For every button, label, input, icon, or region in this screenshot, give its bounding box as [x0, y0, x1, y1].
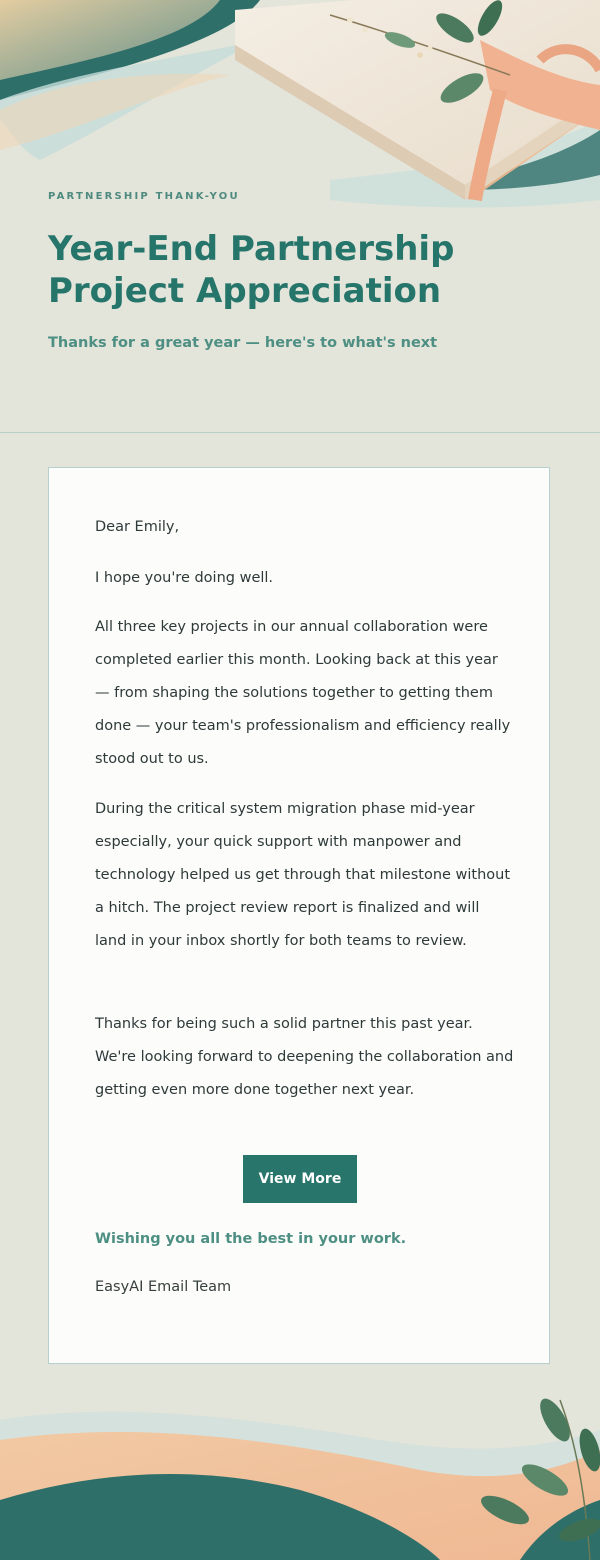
eyebrow-label: PARTNERSHIP THANK-YOU	[48, 191, 240, 202]
signature: EasyAI Email Team	[95, 1279, 232, 1295]
header-divider	[0, 432, 600, 433]
email-header	[0, 0, 600, 432]
letter-paragraph: All three key projects in our annual collaboration were completed earlier this month. Looking back at this year — from shaping the solutions together to getting them done — your team's professionalism and efficiency really stood out to us.	[95, 619, 511, 767]
view-more-button[interactable]: View More	[243, 1155, 357, 1203]
letter-paragraph: Thanks for being such a solid partner this past year. We're looking forward to deepening the collaboration and getting even more done together next year.	[95, 1016, 514, 1098]
letter-paragraph: During the critical system migration phase mid-year especially, your quick support with manpower and technology helped us get through that milestone without a hitch. The project review report is finalized and will land in your inbox shortly for both teams to review.	[95, 801, 511, 949]
bottom-wave-decoration	[0, 1394, 600, 1560]
email-subtitle: Thanks for a great year — here's to what's next	[48, 335, 438, 351]
letter-card	[48, 467, 550, 1364]
closing-line: Wishing you all the best in your work.	[95, 1231, 407, 1247]
greeting: Dear Emily,	[95, 519, 180, 535]
email-title: Year-End Partnership Project Appreciation	[48, 229, 455, 311]
letter-paragraph: I hope you're doing well.	[95, 570, 274, 586]
